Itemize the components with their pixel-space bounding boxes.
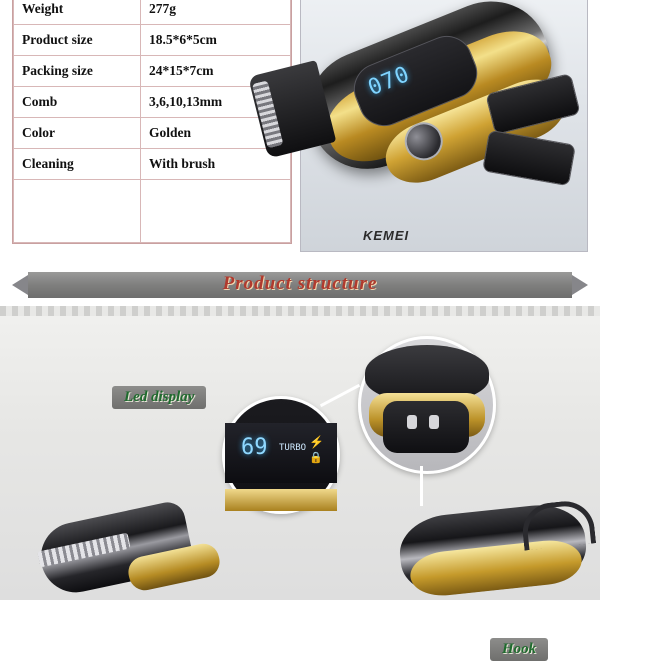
comb-attachment <box>485 73 581 135</box>
clipper-head-photo <box>40 494 220 604</box>
table-row <box>14 118 291 149</box>
spec-value-empty <box>141 180 291 243</box>
led-display-callout-circle <box>222 396 340 514</box>
spec-and-photo-section <box>0 0 600 264</box>
clipper-hook-photo <box>400 502 600 606</box>
callout-label-hook: Hook <box>490 638 548 661</box>
product-photo <box>300 0 588 252</box>
comb-attachment <box>482 130 576 187</box>
spec-key: Product size <box>14 25 141 56</box>
clipper-display-value: 070 <box>364 61 414 102</box>
spec-value: 18.5*6*5cm <box>141 25 291 56</box>
section-title: Product structure <box>222 273 378 294</box>
led-charge-value: 69 <box>241 435 268 460</box>
led-leader-line <box>320 384 360 407</box>
lightning-icon: ⚡ <box>309 435 324 449</box>
spec-value: With brush <box>141 149 291 180</box>
hook-callout-circle <box>358 336 496 474</box>
spec-key: Weight <box>14 0 141 25</box>
led-turbo-label: TURBO <box>279 443 307 453</box>
table-row-empty <box>14 180 291 243</box>
spec-key: Cleaning <box>14 149 141 180</box>
section-banner <box>0 264 600 306</box>
spec-key-empty <box>14 180 141 243</box>
spec-value: 277g <box>141 0 291 25</box>
table-row <box>14 87 291 118</box>
hook-contact-block <box>383 401 469 453</box>
product-structure-section <box>0 306 600 657</box>
spec-value: 24*15*7cm <box>141 56 291 87</box>
spec-value: Golden <box>141 118 291 149</box>
spec-key: Comb <box>14 87 141 118</box>
spec-key: Packing size <box>14 56 141 87</box>
brand-logo: KEMEI <box>363 228 410 243</box>
table-row <box>14 149 291 180</box>
comb-attachments <box>485 79 581 199</box>
callout-label-led-display: Led display <box>112 386 206 409</box>
charging-pin <box>407 415 417 429</box>
decorative-stripe <box>0 306 600 316</box>
spec-key: Color <box>14 118 141 149</box>
lock-icon: 🔒 <box>309 452 323 464</box>
hook-leader-line <box>420 466 423 506</box>
table-row <box>14 0 291 25</box>
charging-pin <box>429 415 439 429</box>
spec-value: 3,6,10,13mm <box>141 87 291 118</box>
led-gold-edge <box>225 489 337 511</box>
